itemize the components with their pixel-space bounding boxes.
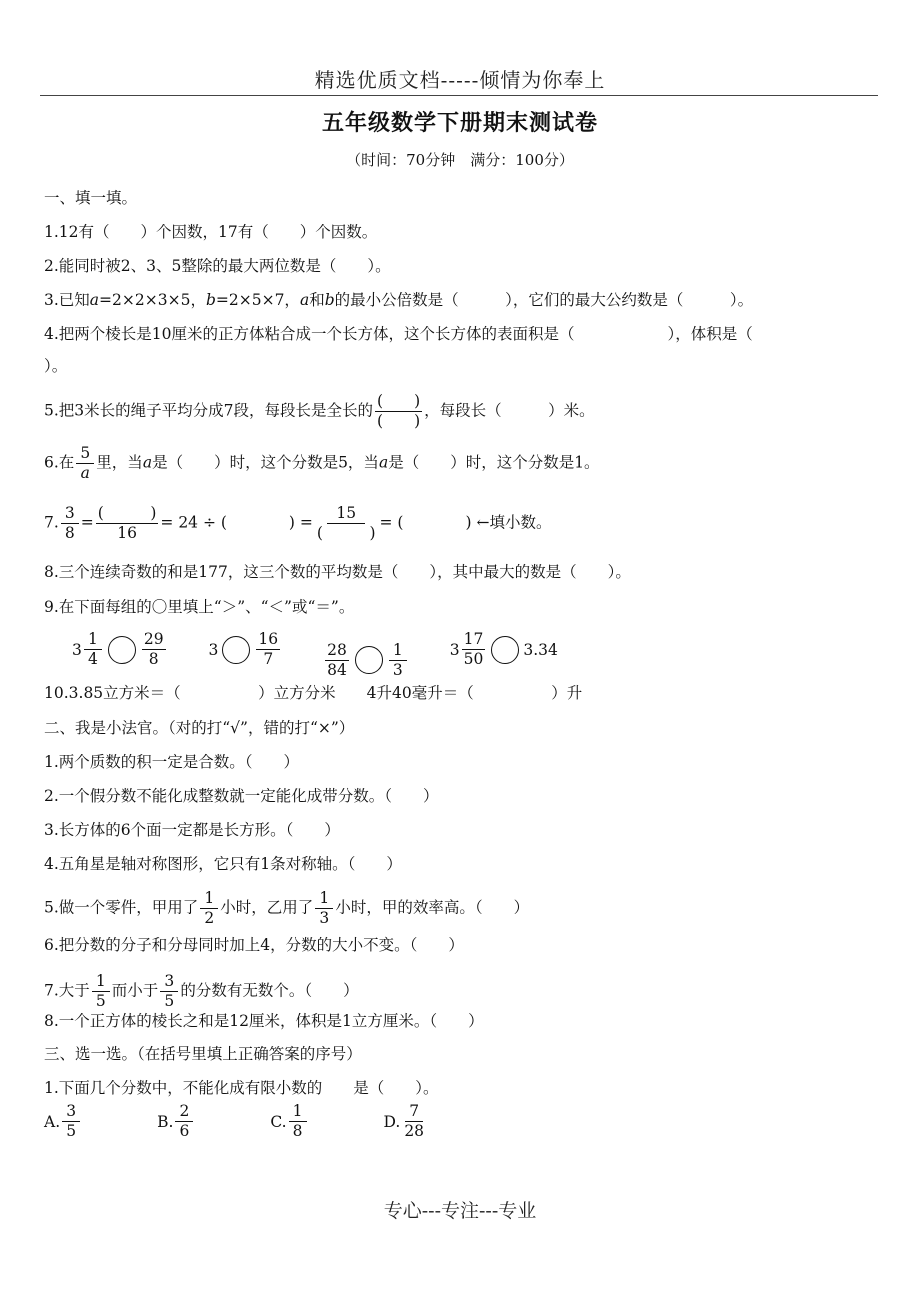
s2-question-2: 2.一个假分数不能化成整数就一定能化成带分数。（ ） — [44, 787, 439, 805]
fraction: $\frac{1}{8}$ — [289, 1102, 307, 1141]
option-c[interactable]: C. $\frac{1}{8}$ — [270, 1102, 308, 1141]
section2-heading: 二、我是小法官。（对的打“√”，错的打“×”） — [44, 719, 355, 737]
fraction-1-over-5: $\frac{1}{5}$ — [92, 972, 110, 1011]
option-d[interactable]: D. $\frac{7}{28}$ — [383, 1102, 425, 1140]
fraction-3-over-8: $\frac{3}{8}$ — [61, 504, 79, 543]
comparison-group-1: 3 $\frac{1}{4}$ $\frac{29}{8}$ — [72, 630, 164, 668]
s2-question-4: 4.五角星是轴对称图形，它只有1条对称轴。（ ） — [44, 855, 402, 873]
comparison-circle[interactable] — [108, 636, 136, 664]
s1-question-9-comparisons — [72, 630, 594, 680]
comparison-group-2: 3 $\frac{16}{7}$ — [208, 630, 279, 668]
fraction-5-over-a: $\frac{5}{a}$ — [76, 444, 94, 483]
s1-question-3: 3.已知a=2×2×3×5，b=2×5×7，a和b的最小公倍数是（ ），它们的最大公约数是（ ）。 — [44, 291, 754, 309]
comparison-group-4: 3 $\frac{17}{50}$ 3.34 — [449, 630, 558, 668]
fraction: $\frac{1}{4}$ — [84, 630, 102, 669]
fraction: $\frac{7}{28}$ — [404, 1102, 425, 1140]
page-header: 精选优质文档-----倾情为你奉上 — [314, 68, 606, 92]
s1-question-7: 7. $\frac{3}{8}$ = $\frac{( )}{16}$ = 24 ÷ ( ) = $\frac{15}{( )}$ = ( ) ←填小数。 — [44, 504, 552, 542]
fraction: $\frac{29}{8}$ — [143, 630, 164, 668]
fraction: $\frac{1}{3}$ — [389, 641, 407, 680]
s2-question-6: 6.把分数的分子和分母同时加上4，分数的大小不变。（ ） — [44, 936, 464, 954]
s2-question-8: 8.一个正方体的棱长之和是12厘米，体积是1立方厘米。（ ） — [44, 1012, 484, 1030]
fraction-1-over-3: $\frac{1}{3}$ — [315, 889, 333, 928]
s1-question-8: 8.三个连续奇数的和是177，这三个数的平均数是（ ），其中最大的数是（ ）。 — [44, 563, 631, 581]
comparison-circle[interactable] — [222, 636, 250, 664]
s1-question-4: 4.把两个棱长是10厘米的正方体粘合成一个长方体，这个长方体的表面积是（ ），体积是（ — [44, 325, 753, 343]
exam-subtitle: （时间：70分钟 满分：100分） — [346, 151, 574, 169]
option-b[interactable]: B. $\frac{2}{6}$ — [157, 1102, 195, 1141]
exam-title: 五年级数学下册期末测试卷 — [321, 110, 598, 136]
s1-question-10: 10.3.85立方米＝（ ）立方分米 4升40毫升＝（ ）升 — [44, 684, 583, 702]
s3-question-1-options — [44, 1102, 498, 1141]
header-divider — [40, 95, 878, 96]
s1-question-4-cont: ）。 — [44, 357, 68, 375]
s2-question-5: 5.做一个零件，甲用了 $\frac{1}{2}$ 小时，乙用了 $\frac{1}{3}$ 小时，甲的效率高。（ ） — [44, 889, 530, 927]
fraction-1-over-2: $\frac{1}{2}$ — [200, 889, 218, 928]
option-a[interactable]: A. $\frac{3}{5}$ — [44, 1102, 82, 1141]
fraction: $\frac{3}{5}$ — [62, 1102, 80, 1141]
fraction: $\frac{28}{84}$ — [327, 640, 347, 679]
s2-question-7: 7.大于 $\frac{1}{5}$ 而小于 $\frac{3}{5}$ 的分数有无数个。（ ） — [44, 972, 359, 1010]
s1-question-2: 2.能同时被2、3、5整除的最大两位数是（ ）。 — [44, 257, 391, 275]
page-footer: 专心---专注---专业 — [383, 1200, 537, 1222]
fraction: $\frac{2}{6}$ — [175, 1102, 193, 1141]
s1-question-1: 1.12有（ ）个因数，17有（ ）个因数。 — [44, 223, 378, 241]
s1-question-9: 9.在下面每组的〇里填上“＞”、“＜”或“＝”。 — [44, 598, 355, 616]
comparison-circle[interactable] — [355, 646, 383, 674]
s2-question-3: 3.长方体的6个面一定都是长方形。（ ） — [44, 821, 340, 839]
s1-question-6: 6.在 $\frac{5}{a}$ 里，当a是（ ）时，这个分数是5，当a是（ ）时，这个分数是1。 — [44, 444, 600, 482]
s1-question-5: 5.把3米长的绳子平均分成7段，每段长是全长的 $\frac{( )}{( )}$ ，每段长（ ）米。 — [44, 392, 595, 430]
fraction-blank-over-16: $\frac{( )}{16}$ — [97, 504, 157, 542]
blank-fraction: $\frac{( )}{( )}$ — [377, 392, 421, 430]
fraction-15-over-blank: $\frac{15}{( )}$ — [316, 504, 376, 542]
fraction: $\frac{17}{50}$ — [463, 630, 484, 668]
comparison-group-3 — [323, 641, 409, 680]
s3-question-1: 1.下面几个分数中，不能化成有限小数的 是（ ）。 — [44, 1079, 439, 1097]
fraction: $\frac{16}{7}$ — [258, 630, 279, 668]
s2-question-1: 1.两个质数的积一定是合数。（ ） — [44, 753, 300, 771]
section3-heading: 三、选一选。（在括号里填上正确答案的序号） — [44, 1045, 362, 1063]
section1-heading: 一、填一填。 — [44, 189, 138, 207]
fraction-3-over-5: $\frac{3}{5}$ — [160, 972, 178, 1011]
comparison-circle[interactable] — [491, 636, 519, 664]
